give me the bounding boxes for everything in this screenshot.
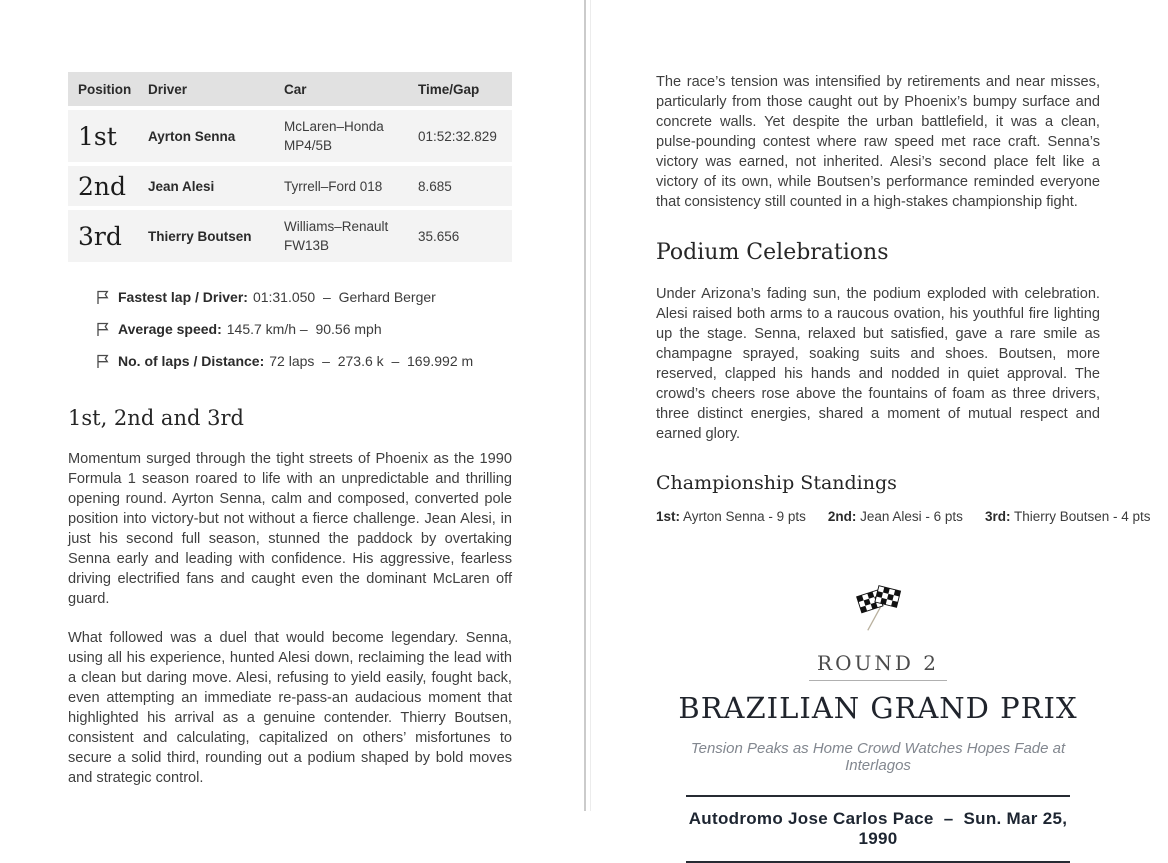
venue-date-box [686,795,1073,863]
list-item [95,352,512,370]
next-round-block [656,582,1100,863]
checkered-flag-icon [846,582,910,634]
cell-position: 1st [78,121,117,151]
cell-time-gap: 8.685 [418,178,452,194]
cell-driver: Jean Alesi [148,178,215,194]
championship-standings-line [656,509,1151,524]
standing-item [656,509,806,524]
standing-label: 2nd: [827,509,857,524]
header-position: Position [78,81,132,97]
table-row [68,166,512,206]
section-heading-podium-celebrations: Podium Celebrations [656,240,889,265]
cell-position: 3rd [78,221,122,251]
header-car: Car [284,81,307,97]
section-heading-championship-standings: Championship Standings [656,472,897,494]
table-header-row [68,72,512,106]
list-item [95,320,512,338]
stat-label: Fastest lap / Driver: [118,289,248,305]
stat-value: 01:31.050 – Gerhard Berger [252,289,436,305]
stat-value: 72 laps – 273.6 k – 169.992 m [269,353,474,369]
standing-value: Thierry Boutsen - 4 pts [1013,509,1151,524]
standing-item [828,509,963,524]
next-race-subtitle: Tension Peaks as Home Crowd Watches Hopes Fade at Interlagos [690,740,1066,774]
cell-time-gap: 01:52:32.829 [418,128,497,144]
cell-position: 2nd [78,171,127,201]
flag-icon [95,289,109,305]
standing-label: 3rd: [984,509,1011,524]
body-paragraph: What followed was a duel that would become legendary. Senna, using all his experience, hunted Alesi down, reclaiming the lead with a clean but daring move. Alesi, refusing to yield easily, fought back, even attempting an immediate re-pass-an audacious moment that highlighted his arrival as a genuine contender. Thierry Boutsen, consistent and calculating, capitalized on others’ misfortunes to secure a solid third, rounding out a podium shaped by bold moves and strategic control. [68,630,512,786]
table-row [68,210,512,262]
body-paragraph: Momentum surged through the tight streets of Phoenix as the 1990 Formula 1 season roared to life with an unpredictable and thrilling opening round. Ayrton Senna, calm and composed, converted pole position into victory-but not without a fierce challenge. Jean Alesi, in just his second full season, stunned the paddock by overtaking Senna early and leading with confidence. His aggressive, fearless driving electrified fans and caught even the dominant McLaren off guard. [68,451,512,607]
race-results-table [68,72,512,262]
cell-driver: Ayrton Senna [148,128,236,144]
cell-car: McLaren–Honda MP4/5B [284,119,384,153]
header-driver: Driver [148,81,188,97]
stat-label: No. of laps / Distance: [118,353,265,369]
stat-value: 145.7 km/h – 90.56 mph [226,321,382,337]
right-page [656,72,1151,863]
cell-driver: Thierry Boutsen [148,228,252,244]
flag-icon [95,353,109,369]
cell-car: Tyrrell–Ford 018 [284,178,383,194]
cell-time-gap: 35.656 [418,228,460,244]
section-heading-podium-places: 1st, 2nd and 3rd [68,406,244,430]
race-stats-list [68,288,512,370]
table-row [68,110,512,162]
flag-icon [95,321,109,337]
round-label: ROUND 2 [809,651,947,681]
standing-label: 1st: [656,509,681,524]
standing-value: Ayrton Senna - 9 pts [683,509,806,524]
body-paragraph: Under Arizona’s fading sun, the podium exploded with celebration. Alesi raised both arms to a raucous ovation, his youthful fire lighting up the stage. Senna, relaxed but satisfied, gave a rare smile as champagne sprayed, soaking suits and shoes. Boutsen, more reserved, clapped his hands and nodded in quiet approval. The crowd’s cheers rose above the fountains of foam as three drivers, three distinct energies, shared a moment of mutual respect and earned glory. [656,286,1100,442]
page-gutter-divider [584,0,586,811]
stat-label: Average speed: [118,321,222,337]
standing-item [985,509,1151,524]
left-page [68,72,512,788]
next-race-title: BRAZILIAN GRAND PRIX [678,691,1078,725]
standing-value: Jean Alesi - 6 pts [860,509,963,524]
venue-date-text: Autodromo Jose Carlos Pace – Sun. Mar 25, 1990 [688,809,1073,848]
list-item [95,288,512,306]
cell-car: Williams–Renault FW13B [284,219,389,253]
page-gutter-shadow [590,0,591,811]
header-time-gap: Time/Gap [418,81,480,97]
body-paragraph: The race’s tension was intensified by retirements and near misses, particularly from those caught out by Phoenix’s bumpy surface and concrete walls. Yet despite the urban battlefield, it was a clean, pulse-pounding contest where raw speed met race craft. Senna’s victory was earned, not inherited. Alesi’s second place felt like a victory of its own, while Boutsen’s performance reminded everyone that consistency still counted in a high-stakes championship fight. [656,74,1100,210]
